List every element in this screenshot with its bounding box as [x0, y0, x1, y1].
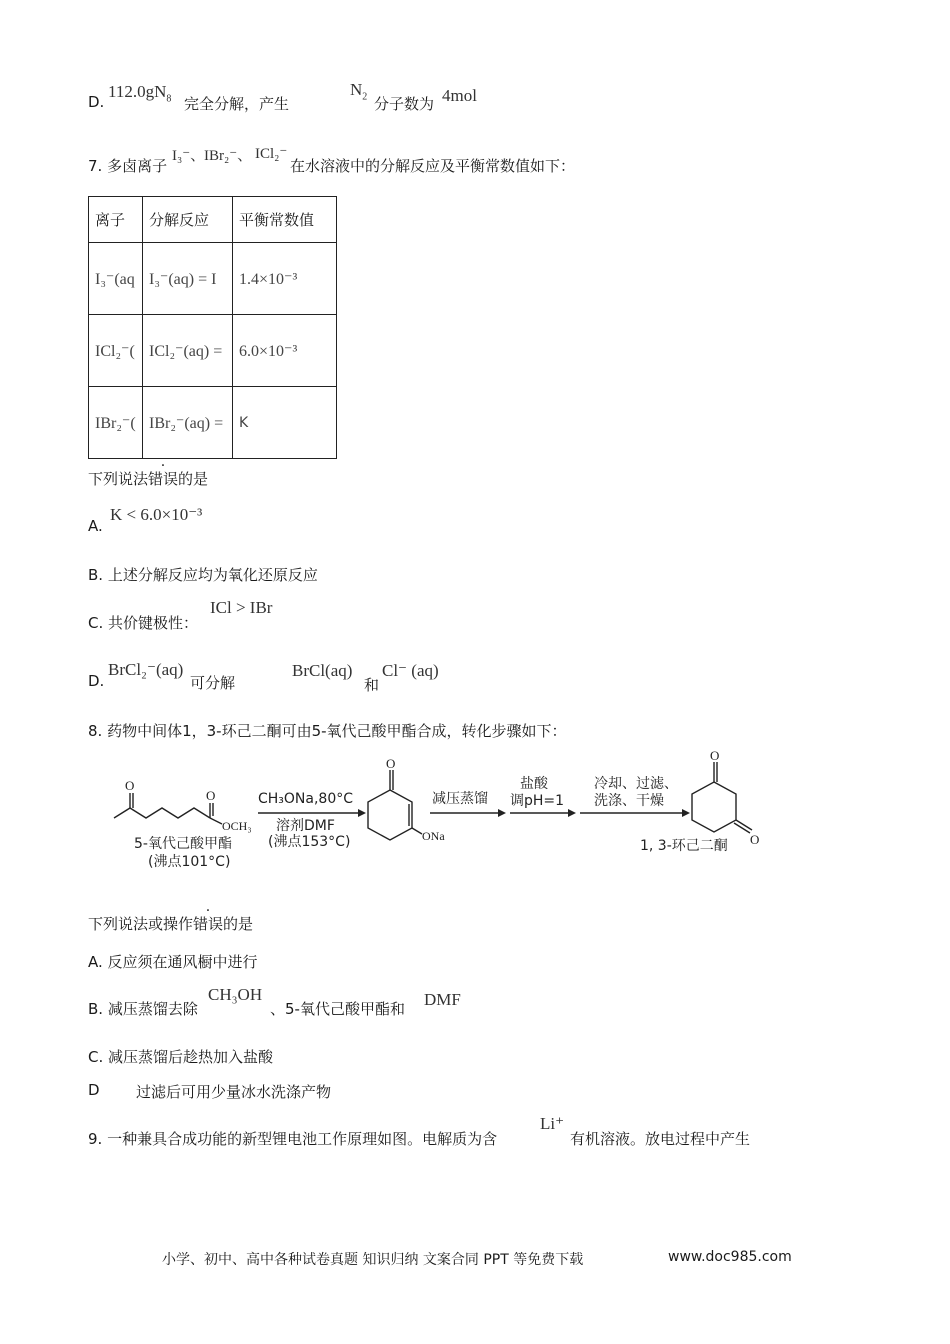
q7-option-d-label: D.	[88, 672, 105, 690]
table-cell-ion: IBr₂⁻(	[89, 387, 143, 459]
table-header-k: 平衡常数值	[233, 197, 337, 243]
table-row	[89, 243, 337, 315]
q8-question: 下列说法或操作错误的是	[88, 915, 254, 933]
q9-stem-pre: 9. 一种兼具合成功能的新型锂电池工作原理如图。电解质为含	[88, 1130, 498, 1148]
q8-option-b-pre: B. 减压蒸馏去除	[88, 1000, 198, 1018]
step-3-bottom: 调pH=1	[510, 793, 565, 809]
table-row	[89, 315, 337, 387]
reaction-scheme	[100, 748, 760, 878]
och3-label: OCH₃	[222, 819, 252, 833]
q7-ion-3: ICl₂⁻	[255, 146, 288, 162]
q8-option-c: C. 减压蒸馏后趁热加入盐酸	[88, 1048, 274, 1066]
q7-option-a-math: K < 6.0×10⁻³	[110, 505, 203, 524]
q7-option-d-math2: BrCl(aq)	[292, 661, 353, 680]
q7-option-d-text2: 和	[364, 676, 380, 694]
q7-option-c-label: C. 共价键极性：	[88, 614, 199, 632]
q7-stem-suffix: 在水溶液中的分解反应及平衡常数值如下：	[290, 157, 576, 175]
q9-li-ion: Li⁺	[540, 1114, 565, 1133]
reagent-1-bp: (沸点153°C)	[268, 834, 351, 850]
q6-option-d-value: 4mol	[442, 86, 477, 105]
q7-option-d-math1: BrCl₂⁻(aq)	[108, 660, 184, 679]
equilibrium-table	[88, 196, 337, 459]
table-cell-reaction: IBr₂⁻(aq) =	[143, 387, 233, 459]
q7-question: 下列说法错误的是	[88, 470, 209, 488]
q8-option-b-math: CH₃OH	[208, 985, 263, 1004]
q8-stem: 8. 药物中间体1，3-环己二酮可由5-氧代己酸甲酯合成，转化步骤如下：	[88, 722, 567, 740]
step-4-top: 冷却、过滤、	[594, 776, 678, 792]
q8-option-d: 过滤后可用少量冰水洗涤产物	[136, 1083, 332, 1101]
sodium-enolate-structure	[368, 770, 422, 840]
q7-option-c-math: ICl > IBr	[210, 598, 273, 617]
ester-o-label: O	[206, 788, 216, 803]
q8-option-b-mid: 、5-氧代己酸甲酯和	[270, 1000, 405, 1018]
dione-o-bottom: O	[750, 832, 760, 847]
cyclohexanedione-structure	[692, 762, 752, 833]
q6-option-d-text2: 分子数为	[374, 95, 435, 113]
start-bp: (沸点101°C)	[148, 854, 231, 870]
q6-option-d-text1: 完全分解，产生	[184, 95, 290, 113]
product-name: 1, 3-环己二酮	[640, 838, 728, 854]
table-cell-k: 6.0×10⁻³	[233, 315, 337, 387]
q6-option-d-mass: $112.0gN_8$	[108, 82, 172, 105]
step-4-bottom: 洗涤、干燥	[594, 793, 664, 809]
enolate-o-label: O	[386, 756, 396, 771]
reagent-1-bottom: 溶剂DMF	[276, 818, 335, 834]
step-3-top: 盐酸	[520, 776, 548, 792]
arrow-4-head	[682, 809, 690, 817]
q7-option-d-math3: Cl⁻ (aq)	[382, 661, 439, 680]
q9-stem-post: 有机溶液。放电过程中产生	[570, 1130, 751, 1148]
dione-o-top: O	[710, 748, 720, 763]
q7-stem-prefix: 7. 多卤离子	[88, 157, 168, 175]
q7-option-b: B. 上述分解反应均为氧化还原反应	[88, 566, 318, 584]
table-cell-k: K	[233, 387, 337, 459]
step-2-label: 减压蒸馏	[432, 791, 488, 807]
q7-ion-1: I₃⁻、	[172, 148, 206, 164]
table-cell-k: 1.4×10⁻³	[233, 243, 337, 315]
table-cell-reaction: ICl₂⁻(aq) =	[143, 315, 233, 387]
q6-option-d-species: $N_2$	[350, 80, 368, 103]
arrow-1-head	[358, 809, 366, 817]
q7-option-a-label: A.	[88, 517, 103, 535]
table-header-row	[89, 197, 337, 243]
start-name: 5-氧代己酸甲酯	[134, 836, 232, 852]
reagent-1-top: CH₃ONa,80°C	[258, 791, 354, 807]
q6-option-d-label: D.	[88, 93, 105, 111]
q7-option-d-text1: 可分解	[190, 674, 236, 692]
q8-option-d-label: D	[88, 1081, 100, 1099]
table-header-reaction: 分解反应	[143, 197, 233, 243]
ketone-o-label: O	[125, 778, 135, 793]
table-row	[89, 387, 337, 459]
ona-label: ONa	[422, 829, 445, 843]
table-cell-ion: I₃⁻(aq	[89, 243, 143, 315]
q8-option-b-math2: DMF	[424, 990, 461, 1009]
footer-text: 小学、初中、高中各种试卷真题 知识归纳 文案合同 PPT 等免费下载	[162, 1252, 584, 1268]
table-cell-ion: ICl₂⁻(	[89, 315, 143, 387]
footer-url[interactable]: www.doc985.com	[668, 1249, 792, 1265]
q8-option-a: A. 反应须在通风橱中进行	[88, 953, 258, 971]
table-header-ion: 离子	[89, 197, 143, 243]
arrow-3-head	[568, 809, 576, 817]
arrow-2-head	[498, 809, 506, 817]
q7-ion-2: IBr₂⁻、	[204, 148, 253, 164]
table-cell-reaction: I₃⁻(aq) = I	[143, 243, 233, 315]
